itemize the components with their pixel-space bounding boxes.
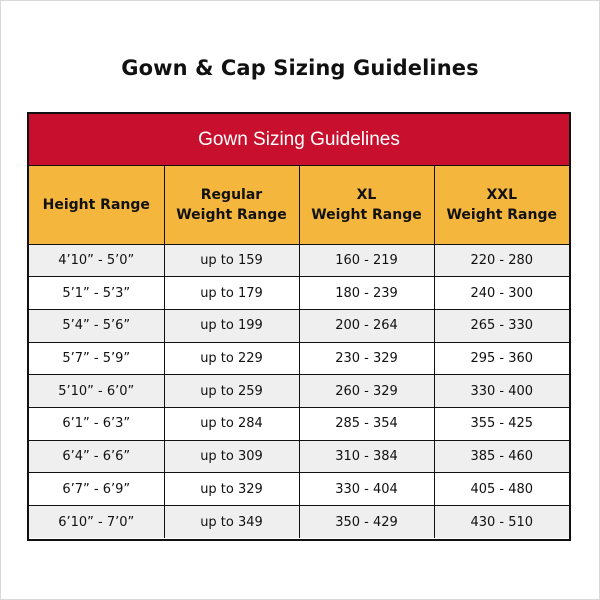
height-cell: 5’7” - 5’9” [29, 342, 164, 375]
xxl-weight-cell: 220 - 280 [434, 244, 569, 277]
table-row [29, 375, 569, 408]
height-cell: 6’4” - 6’6” [29, 440, 164, 473]
regular-weight-cell: up to 159 [164, 244, 299, 277]
gown-sizing-table [27, 112, 571, 541]
header-sublabel: Weight Range [176, 206, 287, 223]
header-label: XL [356, 186, 377, 203]
height-cell: 4’10” - 5’0” [29, 244, 164, 277]
header-sublabel: Weight Range [311, 206, 422, 223]
table-row [29, 473, 569, 506]
xl-weight-cell: 310 - 384 [299, 440, 434, 473]
xxl-weight-cell: 330 - 400 [434, 375, 569, 408]
regular-weight-cell: up to 309 [164, 440, 299, 473]
height-cell: 5’4” - 5’6” [29, 309, 164, 342]
xxl-weight-cell: 355 - 425 [434, 407, 569, 440]
header-xl-weight [299, 166, 434, 244]
table-row [29, 244, 569, 277]
regular-weight-cell: up to 349 [164, 506, 299, 539]
xxl-weight-cell: 265 - 330 [434, 309, 569, 342]
header-row [29, 166, 569, 244]
xxl-weight-cell: 240 - 300 [434, 277, 569, 310]
header-height-range [29, 166, 164, 244]
xxl-weight-cell: 430 - 510 [434, 506, 569, 539]
regular-weight-cell: up to 329 [164, 473, 299, 506]
table-body [29, 244, 569, 538]
table-row [29, 342, 569, 375]
header-regular-weight [164, 166, 299, 244]
height-cell: 6’10” - 7’0” [29, 506, 164, 539]
table-row [29, 440, 569, 473]
table-banner: Gown Sizing Guidelines [29, 114, 569, 166]
regular-weight-cell: up to 284 [164, 407, 299, 440]
table-row [29, 407, 569, 440]
header-label: Regular [200, 186, 263, 203]
xl-weight-cell: 260 - 329 [299, 375, 434, 408]
sizing-table [29, 166, 569, 538]
xxl-weight-cell: 405 - 480 [434, 473, 569, 506]
height-cell: 5’10” - 6’0” [29, 375, 164, 408]
xl-weight-cell: 200 - 264 [299, 309, 434, 342]
regular-weight-cell: up to 259 [164, 375, 299, 408]
header-label: XXL [486, 186, 517, 203]
xl-weight-cell: 350 - 429 [299, 506, 434, 539]
table-row [29, 277, 569, 310]
header-label: Height Range [42, 196, 150, 213]
header-sublabel: Weight Range [446, 206, 557, 223]
table-row [29, 309, 569, 342]
xxl-weight-cell: 295 - 360 [434, 342, 569, 375]
page-title: Gown & Cap Sizing Guidelines [121, 56, 479, 80]
xl-weight-cell: 180 - 239 [299, 277, 434, 310]
xl-weight-cell: 330 - 404 [299, 473, 434, 506]
xxl-weight-cell: 385 - 460 [434, 440, 569, 473]
xl-weight-cell: 230 - 329 [299, 342, 434, 375]
table-row [29, 506, 569, 539]
height-cell: 5’1” - 5’3” [29, 277, 164, 310]
regular-weight-cell: up to 229 [164, 342, 299, 375]
xl-weight-cell: 285 - 354 [299, 407, 434, 440]
height-cell: 6’7” - 6’9” [29, 473, 164, 506]
regular-weight-cell: up to 199 [164, 309, 299, 342]
header-xxl-weight [434, 166, 569, 244]
xl-weight-cell: 160 - 219 [299, 244, 434, 277]
height-cell: 6’1” - 6’3” [29, 407, 164, 440]
regular-weight-cell: up to 179 [164, 277, 299, 310]
